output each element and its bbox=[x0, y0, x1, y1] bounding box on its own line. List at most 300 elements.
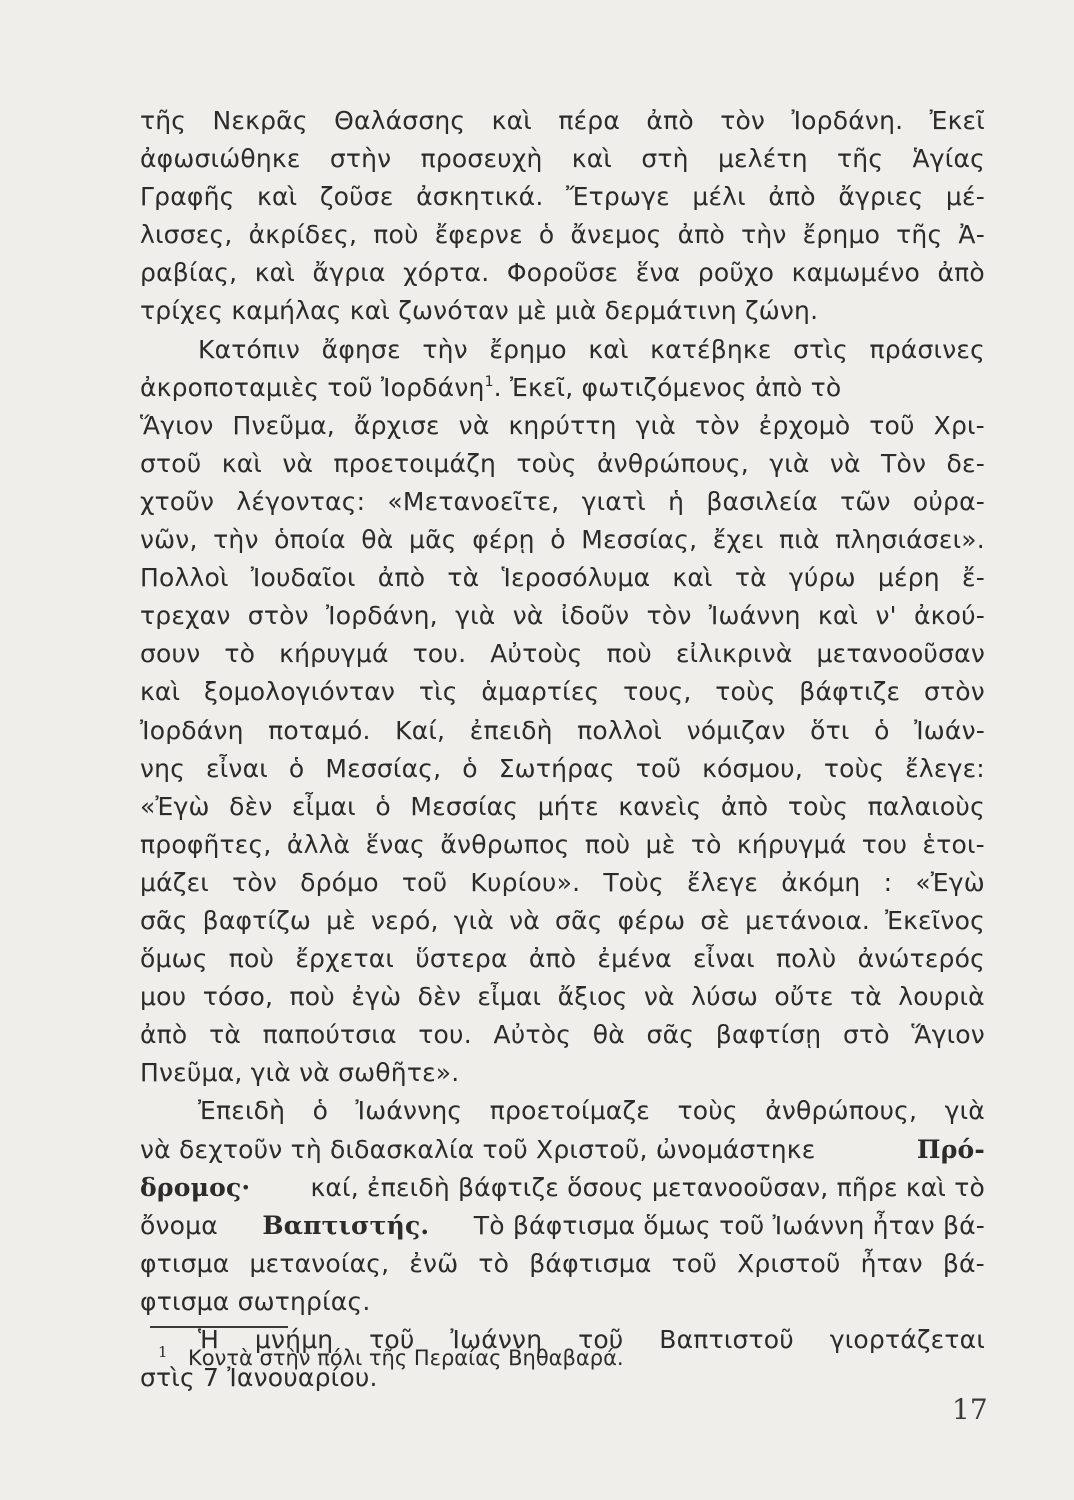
word: δὲν bbox=[229, 791, 273, 821]
word: ἀπὸ bbox=[646, 106, 694, 135]
word: ἔ- bbox=[962, 563, 985, 593]
word: εἶναι bbox=[206, 753, 268, 783]
text-line bbox=[140, 1283, 985, 1321]
word: ἐγὼ bbox=[351, 982, 402, 1012]
word: τοὺς bbox=[677, 1096, 738, 1126]
word: ἔφερνε bbox=[434, 220, 523, 250]
word: εἶμαι bbox=[292, 791, 356, 821]
word: Αὐτὸς bbox=[493, 1020, 572, 1050]
word: Ἐκεῖ bbox=[929, 106, 985, 135]
text-line bbox=[140, 331, 985, 369]
word: ἀπὸ bbox=[677, 220, 726, 250]
word: ὁποία bbox=[274, 525, 346, 555]
word: γιὰ bbox=[453, 905, 494, 935]
word: καὶ bbox=[491, 106, 532, 135]
footnote-marker: 1 bbox=[158, 1343, 168, 1361]
word: Μεσσίας, bbox=[325, 753, 442, 783]
bold-term: Πρό- bbox=[916, 1134, 985, 1164]
word: βασιλεία bbox=[706, 486, 818, 516]
text-line-content bbox=[140, 750, 985, 788]
bold-term: Βαπτιστής. bbox=[262, 1210, 430, 1240]
word: γιὰ bbox=[769, 448, 810, 478]
word: πλησιάσει». bbox=[835, 525, 985, 555]
text-line-content bbox=[140, 1016, 985, 1054]
text-line-content: στὶς 7 Ἰανουαρίου. bbox=[140, 1363, 378, 1393]
word: κήρυγμά bbox=[279, 639, 389, 669]
text-line-content bbox=[198, 331, 985, 369]
word: κόσμου, bbox=[702, 753, 803, 783]
text-line bbox=[140, 178, 985, 216]
word: ἐνῶ bbox=[409, 1248, 459, 1278]
word: φέρω bbox=[617, 905, 686, 935]
word: δὲν bbox=[417, 982, 461, 1012]
text-line-content bbox=[140, 178, 985, 216]
word: μετανοίας, bbox=[249, 1248, 390, 1278]
word: ἑτοι- bbox=[922, 829, 985, 859]
word: Βαπτιστοῦ bbox=[659, 1325, 794, 1354]
word: Ἱεροσόλυμα bbox=[501, 563, 651, 593]
word: «Ἐγὼ bbox=[915, 867, 985, 897]
text-line-content bbox=[140, 140, 985, 178]
word: σᾶς bbox=[140, 905, 188, 935]
word: καὶ bbox=[254, 258, 296, 288]
word: του. bbox=[418, 1020, 472, 1050]
word: Κατόπιν bbox=[198, 334, 301, 364]
text-line-content bbox=[140, 788, 985, 826]
page-number: 17 bbox=[952, 1393, 988, 1426]
word: Πνεῦμα, bbox=[232, 410, 335, 440]
word: νὰ bbox=[282, 448, 314, 478]
word: Θαλάσσης bbox=[334, 106, 466, 135]
text-line bbox=[140, 978, 985, 1016]
word: κηρύττη bbox=[508, 410, 617, 440]
word: πέρα bbox=[558, 106, 621, 135]
text-line-content bbox=[140, 940, 985, 978]
word: κατέβηκε bbox=[650, 334, 772, 364]
word: ἄνεμος bbox=[570, 220, 662, 250]
word: καὶ bbox=[257, 182, 298, 212]
word: τῆς bbox=[140, 106, 187, 135]
text-line bbox=[140, 826, 985, 864]
word: τῆς bbox=[837, 144, 884, 174]
word: ὁ bbox=[375, 791, 391, 821]
word: ὁ bbox=[538, 220, 555, 250]
word: καὶ bbox=[672, 563, 713, 593]
text-line-content bbox=[140, 216, 985, 254]
word: ἰδοῦν bbox=[560, 601, 630, 631]
word: νὰ bbox=[512, 601, 544, 631]
word: προσευχὴ bbox=[420, 144, 543, 174]
word: τοῦ bbox=[369, 1325, 415, 1354]
word: ἀπὸ bbox=[140, 1020, 188, 1050]
word: χτοῦν bbox=[140, 486, 215, 516]
word: Ἰωάννη bbox=[708, 601, 801, 631]
word: ἀπὸ bbox=[720, 791, 769, 821]
word: ποὺ bbox=[606, 639, 652, 669]
word: βάφτισμα bbox=[529, 1248, 652, 1278]
word: Ἡ bbox=[198, 1325, 220, 1354]
word: ποὺ bbox=[228, 944, 275, 974]
word: ἀνθρώπους, bbox=[596, 448, 749, 478]
word: Τὸν bbox=[881, 448, 927, 478]
word: καὶ bbox=[571, 144, 613, 174]
word: προετοίμαζε bbox=[489, 1096, 650, 1126]
word: ἀπὸ bbox=[937, 258, 985, 288]
word: Χριστοῦ bbox=[737, 1248, 841, 1278]
word: ἀπὸ bbox=[528, 944, 577, 974]
word: στὴ bbox=[641, 144, 689, 174]
word: πολὺ bbox=[776, 944, 837, 974]
text-line bbox=[140, 1092, 985, 1130]
word: χόρτα. bbox=[403, 258, 490, 288]
word: Ἐπειδὴ bbox=[198, 1096, 286, 1126]
word: ραβίας, bbox=[140, 258, 238, 288]
text-line bbox=[140, 407, 985, 445]
word: ὅτι bbox=[810, 715, 850, 745]
word: μᾶς bbox=[409, 525, 457, 555]
word: Πολλοὶ bbox=[140, 563, 229, 593]
word: κανεὶς bbox=[618, 791, 702, 821]
word: Ἰουδαῖοι bbox=[250, 563, 356, 593]
text-fragment: ἀκροποταμιὲς τοῦ Ἰορδάνη bbox=[140, 372, 485, 402]
word: λέγοντας: bbox=[236, 486, 366, 516]
text-line-content bbox=[140, 254, 985, 292]
bold-term: δρομος· bbox=[140, 1172, 251, 1202]
word: νὰ bbox=[509, 905, 540, 935]
word: μέ- bbox=[945, 182, 985, 212]
text-line bbox=[140, 1169, 985, 1207]
word: λισσες, bbox=[140, 220, 233, 250]
word: κήρυγμά bbox=[736, 829, 847, 859]
text-line-content bbox=[140, 902, 985, 940]
word: καὶ bbox=[221, 448, 263, 478]
word: του. bbox=[412, 639, 467, 669]
word: θὰ bbox=[361, 525, 394, 555]
word: ὁ bbox=[874, 715, 890, 745]
word: νης bbox=[140, 753, 186, 783]
word: στὴν bbox=[329, 144, 392, 174]
text-line-content: Πνεῦμα, γιὰ νὰ σωθῆτε». bbox=[140, 1058, 460, 1088]
text-line-content bbox=[140, 445, 985, 483]
text-line bbox=[140, 369, 985, 407]
text-line-content bbox=[140, 407, 985, 445]
word: ροῦχο bbox=[697, 258, 775, 288]
word: φέρῃ bbox=[472, 525, 535, 555]
word: Νεκρᾶς bbox=[212, 106, 308, 135]
text-line-content bbox=[140, 712, 985, 750]
word: ἀνθρώπους, bbox=[765, 1096, 918, 1126]
text-line-content bbox=[140, 978, 985, 1016]
word: τὴν bbox=[741, 220, 787, 250]
word: ξομολογιόνταν bbox=[204, 677, 396, 707]
text-line bbox=[140, 1245, 985, 1283]
word: πράσινες bbox=[869, 334, 985, 364]
word: Κυρίου». bbox=[470, 867, 581, 897]
word: μὲ bbox=[326, 905, 356, 935]
word: στὶς bbox=[793, 334, 848, 364]
word: τρεχαν bbox=[140, 601, 231, 631]
word: γιὰ bbox=[944, 1096, 985, 1126]
word: τὰ bbox=[447, 563, 480, 593]
text-line bbox=[140, 597, 985, 635]
word: καὶ bbox=[588, 334, 629, 364]
text-line bbox=[140, 635, 985, 673]
text-line-content bbox=[140, 1131, 985, 1169]
text-line-content bbox=[140, 1169, 985, 1207]
text-line bbox=[140, 1016, 985, 1054]
word: ἀφωσιώθηκε bbox=[140, 144, 301, 174]
text-line bbox=[140, 445, 985, 483]
text-line bbox=[140, 140, 985, 178]
word: ἄρχισε bbox=[353, 410, 440, 440]
word: του bbox=[861, 829, 908, 859]
text-line-content bbox=[140, 597, 985, 635]
word: ἄφησε bbox=[321, 334, 401, 364]
word: νὰ bbox=[643, 982, 675, 1012]
text-line-content: τρίχες καμήλας καὶ ζωνόταν μὲ μιὰ δερμάτινη ζώνη. bbox=[140, 296, 819, 326]
word: Ἰωάννης bbox=[355, 1096, 463, 1126]
word: βαφτίσῃ bbox=[715, 1020, 822, 1050]
word: Χρι- bbox=[933, 410, 985, 440]
word: ἔρημο bbox=[489, 334, 567, 364]
word: ποταμό. bbox=[268, 715, 371, 745]
text-line bbox=[140, 1131, 985, 1169]
word: τὸ bbox=[478, 1248, 510, 1278]
text-line-content bbox=[198, 1092, 985, 1130]
text-fragment: ὄνομα bbox=[140, 1210, 218, 1240]
word: ἐμένα bbox=[597, 944, 672, 974]
word: ἡ bbox=[668, 486, 685, 516]
word: τὸ bbox=[224, 639, 256, 669]
word: τοὺς bbox=[715, 677, 776, 707]
word: τὰ bbox=[209, 1020, 242, 1050]
word: καὶ bbox=[817, 601, 859, 631]
text-line bbox=[140, 292, 985, 330]
word: τὸν bbox=[720, 106, 766, 135]
word: δρόμο bbox=[300, 867, 379, 897]
word: ὁ bbox=[312, 1096, 329, 1126]
word: μελέτη bbox=[717, 144, 808, 174]
word: Μεσσίας, bbox=[581, 525, 698, 555]
word: εἶμαι bbox=[477, 982, 542, 1012]
word: Μεσσίας bbox=[410, 791, 519, 821]
word: τὴν bbox=[422, 334, 468, 364]
word: στὸ bbox=[842, 1020, 890, 1050]
word: ποὺ bbox=[373, 220, 419, 250]
text-fragment: . Ἐκεῖ, φωτιζόμενος ἀπὸ τὸ bbox=[493, 372, 842, 402]
word: ἀσκητικά. bbox=[416, 182, 544, 212]
word: τὸν bbox=[232, 867, 277, 897]
word: τῆς bbox=[896, 220, 943, 250]
word: Ἰωάν- bbox=[914, 715, 985, 745]
word: ἔρημο bbox=[802, 220, 881, 250]
word: Ἰορδάνη bbox=[140, 715, 244, 745]
word: γιὰ bbox=[635, 410, 676, 440]
word: τους, bbox=[623, 677, 692, 707]
word: τὰ bbox=[734, 563, 767, 593]
word: στοῦ bbox=[140, 448, 202, 478]
word: Ἰορδάνη, bbox=[326, 601, 438, 631]
word: εἰλικρινὰ bbox=[675, 639, 793, 669]
word: σουν bbox=[140, 639, 201, 669]
text-line bbox=[140, 1054, 985, 1092]
word: Καί, bbox=[395, 715, 446, 745]
text-fragment: καί, ἐπειδὴ βάφτιζε ὅσους μετανοοῦσαν, πῆρε καὶ τὸ bbox=[310, 1172, 985, 1202]
word: Ἔτρωγε bbox=[566, 182, 670, 212]
text-line bbox=[140, 521, 985, 559]
word: νερό, bbox=[371, 905, 439, 935]
word: τόσο, bbox=[202, 982, 274, 1012]
word: ἀλλὰ bbox=[286, 829, 351, 859]
word: : bbox=[883, 867, 893, 897]
text-fragment: νὰ δεχτοῦν τὴ διδασκαλία τοῦ Χριστοῦ, ὠνομάστηκε bbox=[140, 1134, 816, 1164]
text-line bbox=[140, 254, 985, 292]
text-line-content bbox=[140, 102, 985, 140]
text-line-content: ἀκροποταμιὲς τοῦ Ἰορδάνη1. Ἐκεῖ, φωτιζόμενος ἀπὸ τὸ bbox=[140, 369, 985, 407]
word: ἔχει bbox=[712, 525, 764, 555]
text-line bbox=[140, 102, 985, 140]
word: γιατὶ bbox=[581, 486, 646, 516]
word: δε- bbox=[946, 448, 985, 478]
word: τοῦ bbox=[869, 410, 915, 440]
word: μέρη bbox=[877, 563, 940, 593]
word: ζοῦσε bbox=[319, 182, 394, 212]
word: πιὰ bbox=[779, 525, 820, 555]
word: Ἀ- bbox=[958, 220, 985, 250]
word: ὁ bbox=[462, 753, 478, 783]
word: ὅμως bbox=[140, 944, 208, 974]
word: «Ἐγὼ bbox=[140, 791, 210, 821]
word: ἁμαρτίες bbox=[481, 677, 600, 707]
word: μετάνοια. bbox=[745, 905, 871, 935]
word: βάφτιζε bbox=[799, 677, 901, 707]
word: μου bbox=[140, 982, 187, 1012]
word: οὔτε bbox=[774, 982, 834, 1012]
text-fragment: Τὸ βάφτισμα ὅμως τοῦ Ἰωάννη ἦταν βά- bbox=[473, 1210, 985, 1240]
word: «Μετανοεῖτε, bbox=[387, 486, 560, 516]
word: τοὺς bbox=[823, 753, 885, 783]
word: ὁ bbox=[550, 525, 566, 555]
word: μετανοοῦσαν bbox=[816, 639, 985, 669]
footnote-divider bbox=[150, 1326, 288, 1328]
text-line bbox=[140, 902, 985, 940]
word: Ἰορδάνη. bbox=[791, 106, 904, 135]
word: προετοιμάζη bbox=[333, 448, 497, 478]
word: καὶ bbox=[140, 677, 181, 707]
word: γύρω bbox=[788, 563, 856, 593]
word: θὰ bbox=[592, 1020, 625, 1050]
text-line bbox=[140, 712, 985, 750]
body-text bbox=[140, 102, 985, 1397]
word: μέλι bbox=[692, 182, 746, 212]
word: τοῦ bbox=[578, 1325, 624, 1354]
word: καμωμένο bbox=[791, 258, 920, 288]
word: Ἅγιον bbox=[911, 1020, 985, 1050]
word: τοῦ bbox=[671, 1248, 717, 1278]
text-line-content bbox=[140, 1207, 985, 1245]
word: τοῦ bbox=[635, 753, 682, 783]
text-line-content bbox=[140, 559, 985, 597]
word: νῶν, bbox=[140, 525, 198, 555]
word: ποὺ bbox=[584, 829, 631, 859]
word: λουριὰ bbox=[898, 982, 985, 1012]
word: Αὐτοὺς bbox=[490, 639, 583, 669]
word: ἄγρια bbox=[312, 258, 386, 288]
word: φτισμα bbox=[140, 1248, 230, 1278]
word: τὴν bbox=[213, 525, 259, 555]
text-line bbox=[140, 750, 985, 788]
word: βαφτίζω bbox=[202, 905, 312, 935]
word: ἔλεγε bbox=[686, 867, 759, 897]
text-line-content bbox=[140, 635, 985, 673]
text-line bbox=[140, 559, 985, 597]
word: νόμιζαν bbox=[686, 715, 786, 745]
text-line-content: φτισμα σωτηρίας. bbox=[140, 1286, 371, 1316]
word: γιὰ bbox=[455, 601, 496, 631]
word: ἐρχομὸ bbox=[758, 410, 851, 440]
word: ἦταν bbox=[860, 1248, 923, 1278]
word: ὕστερα bbox=[415, 944, 508, 974]
text-line bbox=[140, 483, 985, 521]
word: Ἰωάννη bbox=[450, 1325, 543, 1354]
word: ἀπὸ bbox=[768, 182, 816, 212]
text-line-content bbox=[140, 1245, 985, 1283]
word: μνήμη bbox=[254, 1325, 334, 1354]
text-line-content bbox=[140, 826, 985, 864]
word: τὸν bbox=[694, 410, 740, 440]
word: ἄνθρωπος bbox=[440, 829, 570, 859]
word: τὸ bbox=[690, 829, 722, 859]
word: τοῦ bbox=[401, 867, 448, 897]
word: σὲ bbox=[700, 905, 731, 935]
word: ἕνας bbox=[365, 829, 426, 859]
word: μὲ bbox=[645, 829, 676, 859]
word: ἄξιος bbox=[557, 982, 628, 1012]
word: ἀπὸ bbox=[377, 563, 426, 593]
word: Ἐκεῖνος bbox=[885, 905, 985, 935]
word: μήτε bbox=[537, 791, 599, 821]
word: ἐπειδὴ bbox=[469, 715, 553, 745]
text-line-content bbox=[140, 483, 985, 521]
word: τῶν bbox=[840, 486, 891, 516]
word: τὰ bbox=[849, 982, 882, 1012]
word: τοὺς bbox=[787, 791, 849, 821]
word: νὰ bbox=[458, 410, 490, 440]
word: ἔρχεται bbox=[295, 944, 395, 974]
word: Σωτήρας bbox=[498, 753, 615, 783]
word: σᾶς bbox=[554, 905, 603, 935]
word: ν' bbox=[875, 601, 897, 631]
word: ἀκόμη bbox=[781, 867, 861, 897]
word: μάζει bbox=[140, 867, 209, 897]
word: ἀνώτερός bbox=[857, 944, 985, 974]
text-line-content bbox=[140, 673, 985, 711]
word: λύσω bbox=[691, 982, 758, 1012]
word: σᾶς bbox=[646, 1020, 695, 1050]
word: ποὺ bbox=[289, 982, 335, 1012]
word: στὸν bbox=[247, 601, 309, 631]
word: βά- bbox=[942, 1248, 985, 1278]
word: ὁ bbox=[288, 753, 305, 783]
word: Τοὺς bbox=[603, 867, 664, 897]
word: ἕνα bbox=[635, 258, 681, 288]
word: παλαιοὺς bbox=[867, 791, 985, 821]
word: Ἅγιον bbox=[140, 410, 214, 440]
word: οὐρα- bbox=[912, 486, 985, 516]
word: τοὺς bbox=[516, 448, 577, 478]
word: νὰ bbox=[829, 448, 861, 478]
text-line-content bbox=[140, 521, 985, 559]
